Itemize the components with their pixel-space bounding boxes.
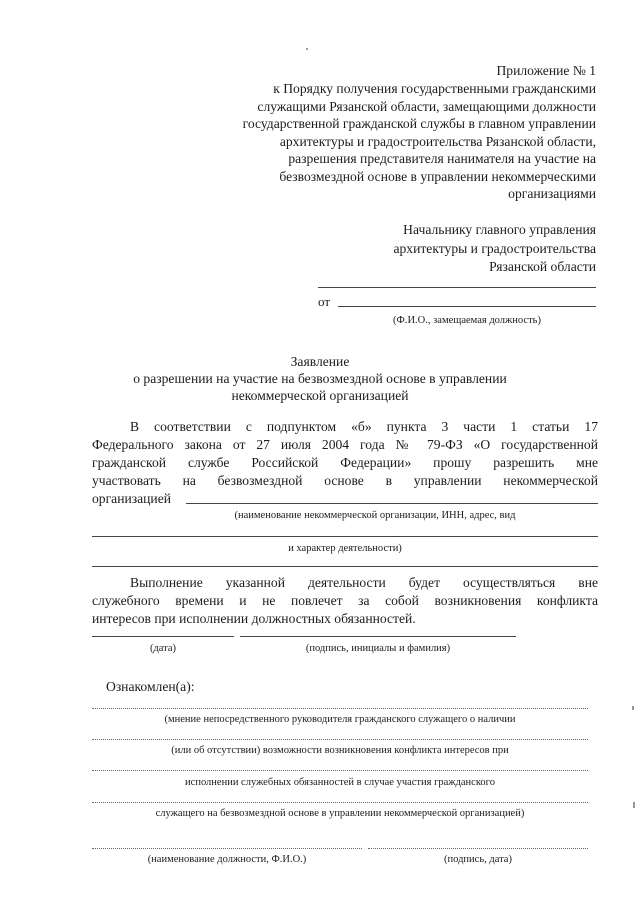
scan-speck bbox=[306, 48, 308, 50]
document-title: Заявление bbox=[290, 354, 350, 369]
body-line: служебного времени и не повлечет за собой возникновения конфликта bbox=[92, 593, 598, 608]
signature-blank-line bbox=[240, 636, 516, 637]
acknowledged-blank-line bbox=[92, 708, 588, 709]
acknowledged-caption: (мнение непосредственного руководителя гражданского служащего о наличии bbox=[164, 714, 516, 725]
addressee-line: Начальнику главного управления bbox=[403, 222, 596, 237]
acknowledged-blank-line bbox=[92, 802, 588, 803]
position-blank-line bbox=[92, 848, 362, 849]
body-line: интересов при исполнении должностных обязанностей. bbox=[92, 611, 416, 626]
appendix-line: к Порядку получения государственными гражданскими bbox=[273, 81, 596, 96]
organization-blank-line-2 bbox=[92, 536, 598, 537]
from-caption: (Ф.И.О., замещаемая должность) bbox=[393, 315, 541, 326]
document-subtitle: о разрешении на участие на безвозмездной основе в управлении bbox=[133, 371, 507, 386]
addressee-block bbox=[276, 221, 596, 277]
acknowledged-caption: исполнении служебных обязанностей в случае участия гражданского bbox=[185, 777, 495, 788]
acknowledged-label: Ознакомлен(а): bbox=[106, 679, 195, 694]
document-subtitle: некоммерческой организацией bbox=[231, 388, 409, 403]
appendix-line: служащими Рязанской области, замещающими должности bbox=[257, 98, 596, 114]
organization-blank-line-3 bbox=[92, 566, 598, 567]
appendix-line: архитектуры и градостроительства Рязанской области, bbox=[279, 133, 596, 149]
date-blank-line bbox=[92, 636, 234, 637]
date-caption: (дата) bbox=[149, 643, 177, 654]
scan-speck bbox=[632, 706, 634, 710]
appendix-line: безвозмездной основе в управлении некоммерческими bbox=[279, 168, 596, 184]
signature-caption: (подпись, инициалы и фамилия) bbox=[305, 643, 451, 654]
acknowledged-blank-line bbox=[92, 770, 588, 771]
organization-caption-2: и характер деятельности) bbox=[288, 543, 402, 554]
appendix-reference bbox=[176, 80, 596, 203]
body-line: В соответствии с подпунктом «б» пункта 3 части 1 статьи 17 bbox=[130, 419, 598, 434]
appendix-line: организациями bbox=[508, 186, 596, 201]
scan-speck bbox=[633, 802, 635, 808]
organization-caption: (наименование некоммерческой организации, ИНН, адрес, вид bbox=[234, 510, 516, 521]
acknowledged-caption: (или об отсутствии) возможности возникновения конфликта интересов при bbox=[171, 745, 509, 756]
appendix-line: государственной гражданской службы в главном управлении bbox=[242, 116, 596, 131]
addressee-blank-line bbox=[318, 287, 596, 288]
organization-blank-line bbox=[186, 503, 598, 504]
body-line: участвовать на безвозмездной основе в управлении некоммерческой bbox=[92, 473, 598, 488]
appendix-number: Приложение № 1 bbox=[496, 63, 596, 78]
body-line: гражданской службе Российской Федерации» прошу разрешить мне bbox=[92, 455, 598, 470]
body-line: Федерального закона от 27 июля 2004 года № 79-ФЗ «О государственной bbox=[92, 437, 598, 452]
sign-date-blank-line bbox=[368, 848, 588, 849]
from-blank-line bbox=[338, 306, 596, 307]
sign-date-caption: (подпись, дата) bbox=[444, 854, 512, 865]
from-label: от bbox=[318, 294, 331, 309]
acknowledged-blank-line bbox=[92, 739, 588, 740]
appendix-line: разрешения представителя нанимателя на участие на bbox=[288, 151, 596, 166]
position-caption: (наименование должности, Ф.И.О.) bbox=[147, 854, 307, 865]
organization-label: организацией bbox=[92, 491, 172, 506]
addressee-line: Рязанской области bbox=[489, 259, 596, 274]
body-line: Выполнение указанной деятельности будет осуществляться вне bbox=[130, 575, 598, 590]
addressee-line: архитектуры и градостроительства bbox=[393, 240, 596, 256]
acknowledged-caption: служащего на безвозмездной основе в управлении некоммерческой организацией) bbox=[155, 808, 525, 819]
